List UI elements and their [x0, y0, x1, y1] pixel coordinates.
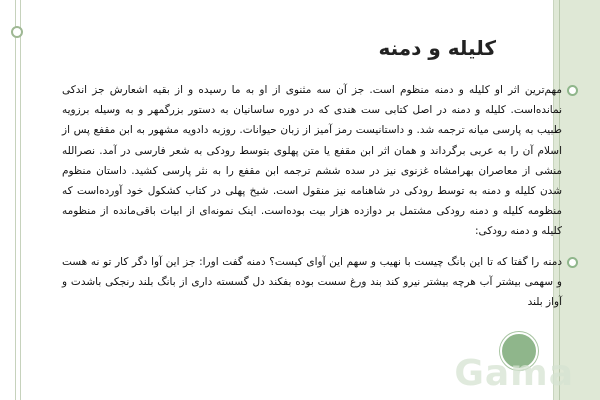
paragraph-1 [62, 80, 562, 242]
paragraph-2-text: دمنه را گفتا که تا این بانگ چیست با نهیب و سهم این آوای کیست؟ دمنه گفت اورا: جز این آوا دگر کار تو نه هست و سهمی بیشتر آب هرچه بیشتر نیرو کند بند ورغ سست بوده بفکند دل گسسته داری از بانگ بلند رنجکی باشدت و آواز بلند [62, 255, 562, 309]
gama-watermark-logo: Gama [454, 353, 574, 394]
decorative-left-line [15, 0, 16, 400]
slide-title: کلیله و دمنه [378, 36, 496, 60]
decorative-small-circle [11, 26, 23, 38]
paragraph-1-text: مهم‌ترین اثر او کلیله و دمنه منظوم است. جز آن سه مثنوی از او به ما رسیده و از بقیه اشعارش جز اندکی نمانده‌است. کلیله و دمنه در اصل کتابی ست هندی که در دوره ساسانیان به دستور بزرگمهر و به وسیله برزویه طبیب به پارسی میانه ترجمه شد. و داستانیست رمز آمیز از زبان حیوانات. روزبه دادویه مشهور به ابن مقفع پس از اسلام آن را به عربی برگرداند و همان اثر ابن مقفع یا متن پهلوی بتوسط رودکی به شعر فارسی در آمد. نصرالله منشی از معاصران بهرامشاه غزنوی نیز در سده ششم ترجمه ابن مقفع را به نثر پارسی کشید. داستان منظوم شدن کلیله و دمنه به توسط رودکی در شاهنامه نیز منقول است. شیخ پهلی در کتاب کشکول خود آورده‌است که منظومه کلیله و دمنه رودکی مشتمل بر دوازده هزار بیت بوده‌است. اینک نمونه‌ای از ابیات باقی‌مانده از منظومه کلیله و دمنه رودکی: [62, 84, 562, 238]
paragraph-2 [62, 252, 562, 313]
decorative-left-line-inner [20, 0, 21, 400]
bullet-icon [567, 85, 578, 96]
slide-body [62, 80, 562, 322]
bullet-icon [567, 257, 578, 268]
